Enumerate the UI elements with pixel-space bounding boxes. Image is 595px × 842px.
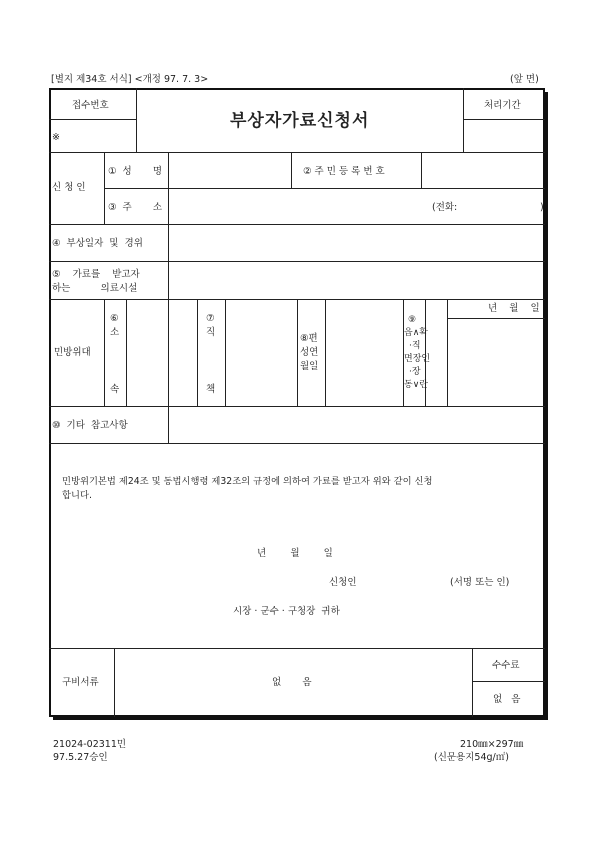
medical-facility-field[interactable] [169, 262, 544, 298]
form-code: 21024-02311민 [53, 739, 127, 750]
injury-date-cause-label: ④ 부상일자 및 경위 [52, 238, 143, 249]
medical-facility-label-line1: ⑤ 가료를 받고자 [52, 269, 140, 280]
position-field[interactable] [226, 300, 296, 405]
confirm-label-6: 동∨란 [404, 380, 428, 390]
affiliation-number: ⑥ [110, 313, 119, 324]
applicant-section-label: 신 청 인 [52, 182, 86, 193]
processing-period-field[interactable] [464, 120, 544, 151]
resident-number-field[interactable] [422, 153, 544, 187]
statement-line1: 민방위기본법 제24조 및 동법시행령 제32조의 규정에 의하여 가료를 받고자 위와 같이 신청 [62, 476, 433, 487]
applicant-signature-field[interactable] [362, 572, 446, 590]
form-reference: [별지 제34호 서식] <개정 97. 7. 3> [51, 74, 209, 85]
other-notes-field[interactable] [169, 407, 544, 442]
org-date-field[interactable] [326, 300, 402, 405]
statement-line2: 합니다. [62, 490, 92, 501]
receipt-note-mark: ※ [52, 132, 60, 143]
addressee: 시장 · 군수 · 구청장 귀하 [233, 606, 340, 617]
civil-defense-label: 민방위대 [54, 347, 91, 358]
name-field[interactable] [169, 153, 290, 187]
position-label-bottom: 책 [206, 384, 216, 395]
phone-close-paren: ) [540, 202, 544, 213]
address-label: ③ 주 소 [108, 202, 163, 213]
confirm-label-3: ·직 [409, 341, 421, 351]
applicant-signature-label: 신청인 [329, 577, 357, 588]
confirm-label-1: ⑨ [408, 315, 417, 325]
position-label-top: 직 [206, 327, 216, 338]
application-date: 년 월 일 [257, 548, 333, 559]
resident-number-label: ② 주 민 등 록 번 호 [303, 166, 385, 177]
form-title: 부상자가료신청서 [230, 111, 370, 131]
address-field[interactable] [169, 189, 544, 223]
paper-type: (신문용지54g/㎡) [434, 752, 509, 763]
org-date-label-1: ⑧편 [300, 333, 318, 344]
confirm-seal-field[interactable] [448, 319, 544, 405]
position-number: ⑦ [206, 313, 215, 324]
name-label: ① 성 명 [108, 166, 163, 177]
paper-size: 210㎜×297㎜ [460, 739, 524, 750]
confirm-date-label: 년 월 일 [488, 303, 540, 314]
processing-period-label: 처리기간 [484, 100, 521, 111]
approval-date: 97.5.27승인 [53, 752, 108, 763]
confirm-label-5: ·장 [409, 367, 421, 377]
medical-facility-label-line2: 하는 의료시설 [52, 283, 138, 294]
confirm-label-2: 읍∧확 [404, 328, 428, 338]
required-documents-value: 없 음 [272, 677, 312, 688]
org-date-label-3: 월일 [300, 361, 319, 372]
receipt-number-label: 접수번호 [72, 100, 109, 111]
page-side-label: (앞 면) [510, 74, 539, 85]
affiliation-label-top: 소 [110, 327, 120, 338]
frame-shadow-right [545, 92, 548, 720]
frame-shadow-bottom [53, 717, 548, 720]
confirm-label-4: 면장인 [404, 354, 431, 364]
fee-value: 없 음 [493, 694, 521, 705]
fee-label: 수수료 [492, 660, 520, 671]
required-documents-label: 구비서류 [62, 677, 99, 688]
sign-or-seal-label: (서명 또는 인) [450, 577, 510, 588]
injury-date-cause-field[interactable] [169, 225, 544, 260]
other-notes-label: ⑩ 기타 참고사항 [52, 420, 128, 431]
phone-label: (전화: [432, 202, 458, 213]
org-date-label-2: 성연 [300, 347, 319, 358]
affiliation-field[interactable] [127, 300, 196, 405]
affiliation-label-bottom: 속 [110, 384, 120, 395]
